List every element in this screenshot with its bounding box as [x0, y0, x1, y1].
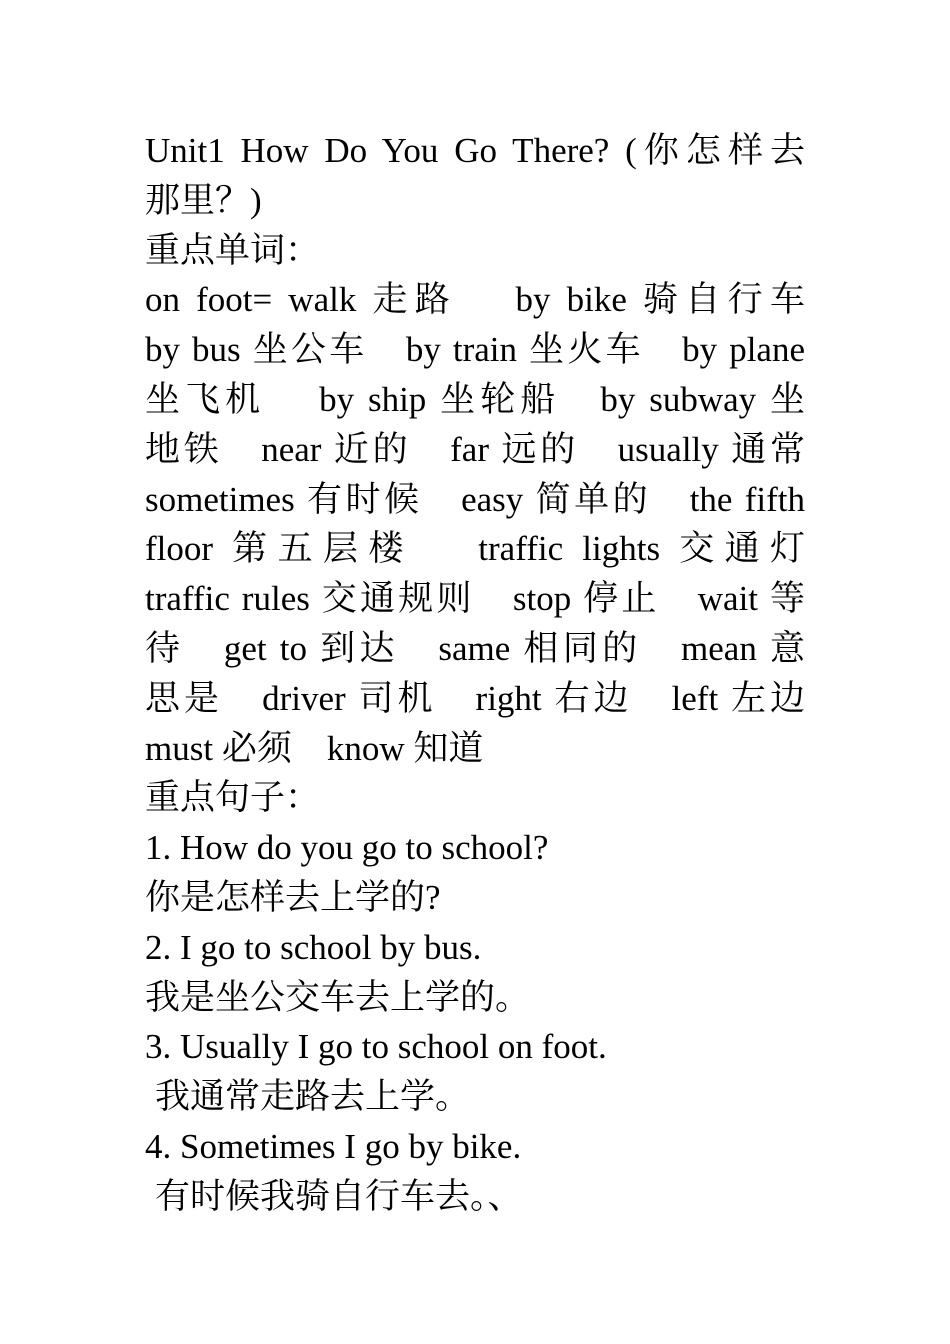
sentence-en: 1. How do you go to school? — [145, 828, 549, 868]
vocab-line: by bus 坐公车 by train 坐火车 by plane — [145, 330, 805, 370]
document-page — [145, 126, 805, 1222]
title-line-2: 那里？) — [145, 180, 262, 220]
sentence-en: 4. Sometimes I go by bike. — [145, 1126, 522, 1166]
vocab-line: 待 get to 到达 same 相同的 mean 意 — [145, 628, 805, 668]
vocab-line: on foot= walk 走路 by bike 骑自行车 — [145, 280, 805, 320]
vocab-line: traffic rules 交通规则 stop 停止 wait 等 — [145, 579, 805, 619]
vocab-line: floor 第五层楼 traffic lights 交通灯 — [145, 529, 805, 569]
vocab-line: must 必须 know 知道 — [145, 728, 484, 768]
sentence-en: 3. Usually I go to school on foot. — [145, 1027, 607, 1067]
sentence-zh: 你是怎样去上学的? — [145, 877, 441, 917]
vocab-line: sometimes 有时候 easy 简单的 the fifth — [145, 479, 805, 519]
sentence-heading: 重点句子： — [145, 778, 321, 818]
vocab-line: 坐飞机 by ship 坐轮船 by subway 坐 — [145, 379, 805, 419]
title-line-1: Unit1 How Do You Go There? (你怎样去 — [145, 131, 805, 170]
vocab-heading: 重点单词： — [145, 230, 321, 270]
vocab-line: 地铁 near 近的 far 远的 usually 通常 — [145, 429, 805, 469]
sentence-zh: 我通常走路去上学。 — [155, 1077, 471, 1117]
sentence-en: 2. I go to school by bus. — [145, 927, 482, 967]
sentence-zh: 我是坐公交车去上学的。 — [145, 977, 531, 1017]
vocab-line: 思是 driver 司机 right 右边 left 左边 — [145, 678, 805, 718]
sentence-zh: 有时候我骑自行车去。、 — [155, 1176, 523, 1216]
